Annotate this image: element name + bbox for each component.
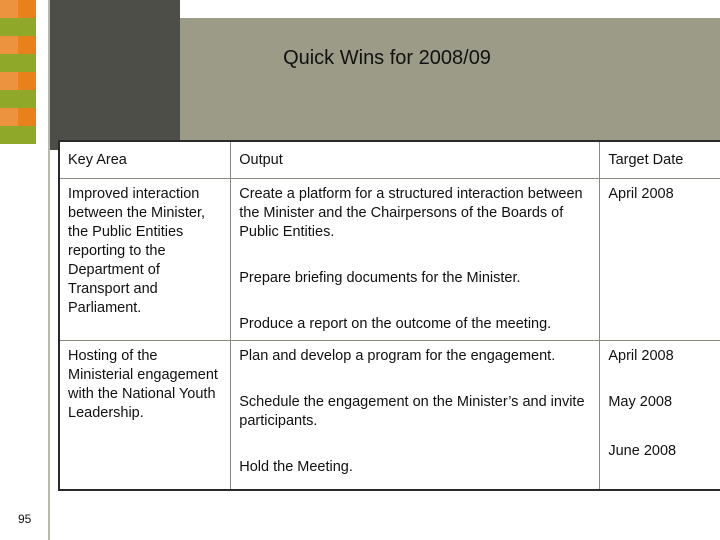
decor-square <box>18 72 36 90</box>
decor-square <box>0 36 18 54</box>
key-area-cell: Hosting of the Ministerial engagement with the National Youth Leadership. <box>60 340 231 489</box>
output-item: Schedule the engagement on the Minister’s and invite participants. <box>239 393 585 429</box>
key-area-cell: Improved interaction between the Minister, the Public Entities reporting to the Department of Transport and Parliament. <box>60 178 231 340</box>
target-date-item: April 2008 <box>608 185 674 202</box>
header-target-date: Target Date <box>600 142 720 178</box>
target-date-item: April 2008 <box>608 347 674 364</box>
page-number: 95 <box>18 512 32 526</box>
output-cell <box>231 178 600 340</box>
target-date-item: May 2008 <box>608 393 673 410</box>
decor-square <box>18 108 36 126</box>
output-item: Create a platform for a structured interaction between the Minister and the Chairpersons of the Boards of Public Entities. <box>239 185 583 240</box>
decor-square <box>18 36 36 54</box>
decor-square <box>18 18 36 36</box>
output-item: Plan and develop a program for the engagement. <box>239 347 556 364</box>
slide-title: Quick Wins for 2008/09 <box>283 46 491 69</box>
output-item: Hold the Meeting. <box>239 458 353 475</box>
decor-square <box>18 126 36 144</box>
quick-wins-table <box>58 140 720 491</box>
decor-square <box>0 108 18 126</box>
decor-square <box>0 126 18 144</box>
decor-square <box>18 54 36 72</box>
decor-square <box>0 18 18 36</box>
output-cell <box>231 340 600 489</box>
output-item: Prepare briefing documents for the Minister. <box>239 269 521 286</box>
header-output: Output <box>231 142 600 178</box>
header-key-area: Key Area <box>68 152 127 168</box>
table-row <box>60 178 720 340</box>
table-header-row <box>60 142 720 178</box>
target-date-cell <box>600 340 720 489</box>
decor-square <box>0 0 18 18</box>
decor-square <box>0 72 18 90</box>
output-item: Produce a report on the outcome of the meeting. <box>239 315 552 332</box>
decor-square <box>18 90 36 108</box>
decor-square <box>0 90 18 108</box>
target-date-item: June 2008 <box>608 442 677 459</box>
decor-square <box>18 0 36 18</box>
decor-square <box>0 54 18 72</box>
table-row <box>60 340 720 489</box>
target-date-cell <box>600 178 720 340</box>
